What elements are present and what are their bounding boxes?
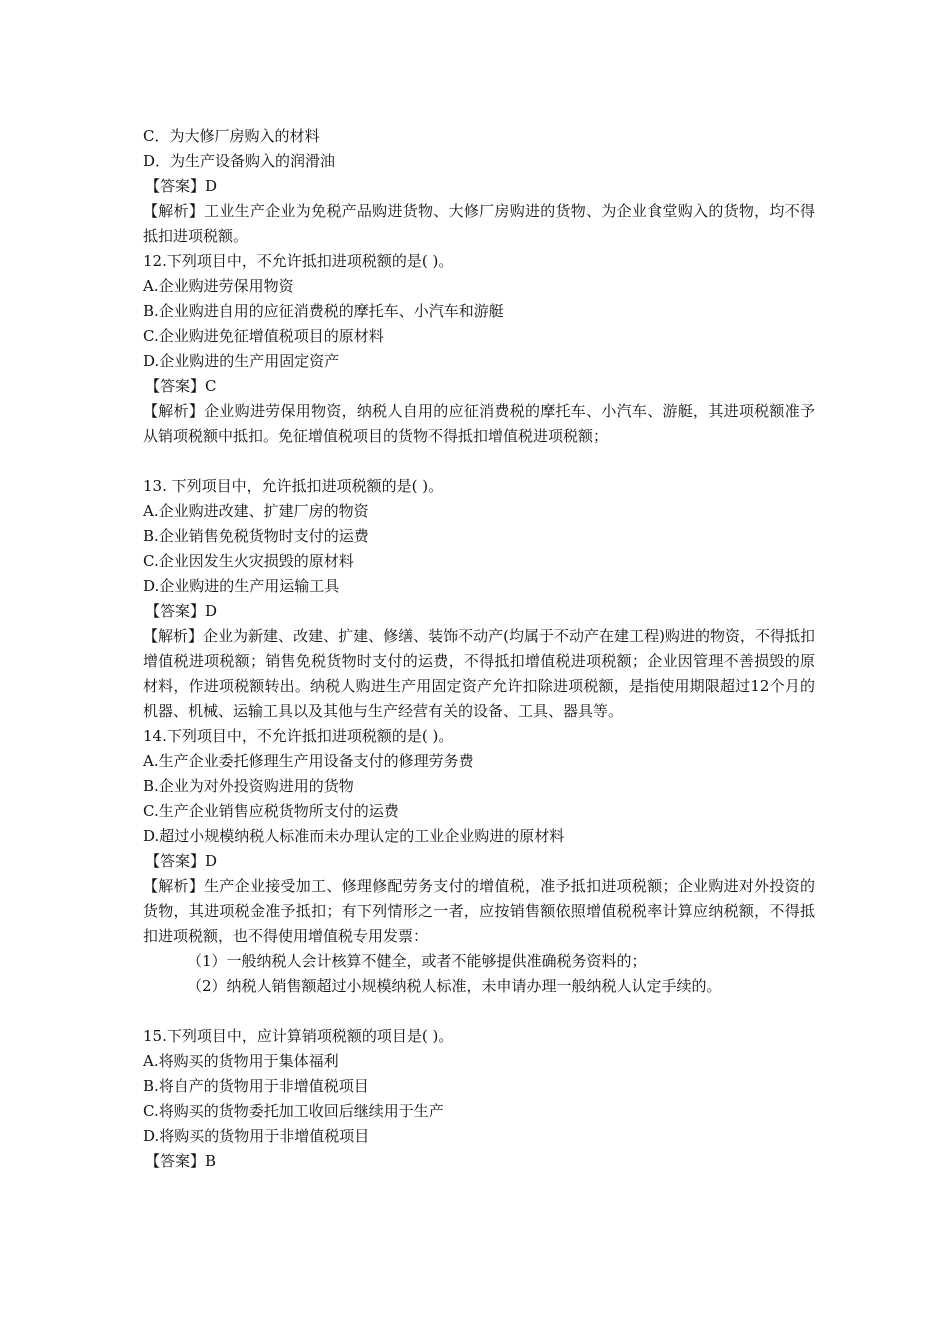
option-b: B.企业购进自用的应征消费税的摩托车、小汽车和游艇: [143, 302, 504, 320]
option-d: D.企业购进的生产用固定资产: [143, 352, 340, 370]
option-c: C.企业购进免征增值税项目的原材料: [143, 327, 384, 345]
option-c: C.企业因发生火灾损毁的原材料: [143, 552, 354, 570]
question-14: 14.下列项目中，不允许抵扣进项税额的是( )。: [143, 727, 454, 745]
explanation: 【解析】企业购进劳保用物资，纳税人自用的应征消费税的摩托车、小汽车、游艇，其进项税额准予从销项税额中抵扣。免征增值税项目的货物不得抵扣增值税进项税额；: [143, 402, 815, 445]
explanation: 【解析】生产企业接受加工、修理修配劳务支付的增值税，准予抵扣进项税额；企业购进对外投资的货物，其进项税金准予抵扣；有下列情形之一者，应按销售额依照增值税税率计算应纳税额，不得抵扣进项税额，也不得使用增值税专用发票：: [143, 877, 815, 945]
option-c: C．为大修厂房购入的材料: [143, 127, 320, 145]
explanation-item-1: （1）一般纳税人会计核算不健全，或者不能够提供准确税务资料的；: [187, 952, 647, 970]
option-d: D.将购买的货物用于非增值税项目: [143, 1127, 370, 1145]
document-body: [143, 124, 815, 1174]
option-a: A.企业购进改建、扩建厂房的物资: [143, 502, 369, 520]
option-a: A.生产企业委托修理生产用设备支付的修理劳务费: [143, 752, 474, 770]
question-13: 13. 下列项目中，允许抵扣进项税额的是( )。: [143, 477, 444, 495]
question-12: 12.下列项目中，不允许抵扣进项税额的是( )。: [143, 252, 454, 270]
option-d: D.企业购进的生产用运输工具: [143, 577, 340, 595]
blank-line: [143, 449, 815, 474]
explanation: 【解析】工业生产企业为免税产品购进货物、大修厂房购进的货物、为企业食堂购入的货物，均不得抵扣进项税额。: [143, 202, 815, 245]
option-d: D.超过小规模纳税人标准而未办理认定的工业企业购进的原材料: [143, 827, 565, 845]
option-c: C.将购买的货物委托加工收回后继续用于生产: [143, 1102, 444, 1120]
blank-line: [143, 999, 815, 1024]
option-d: D．为生产设备购入的润滑油: [143, 152, 336, 170]
option-c: C.生产企业销售应税货物所支付的运费: [143, 802, 399, 820]
explanation-item-2: （2）纳税人销售额超过小规模纳税人标准，未申请办理一般纳税人认定手续的。: [187, 977, 722, 995]
answer: 【答案】D: [145, 602, 218, 620]
explanation: 【解析】企业为新建、改建、扩建、修缮、装饰不动产(均属于不动产在建工程)购进的物资，不得抵扣增值税进项税额；销售免税货物时支付的运费，不得抵扣增值税进项税额；企业因管理不善损毁的原材料，作进项税额转出。纳税人购进生产用固定资产允许扣除进项税额，是指使用期限超过12个月的机器、机械、运输工具以及其他与生产经营有关的设备、工具、器具等。: [143, 627, 815, 720]
answer: 【答案】B: [145, 1152, 217, 1170]
answer: 【答案】D: [145, 177, 218, 195]
answer: 【答案】C: [145, 377, 217, 395]
question-15: 15.下列项目中，应计算销项税额的项目是( )。: [143, 1027, 454, 1045]
option-b: B.将自产的货物用于非增值税项目: [143, 1077, 369, 1095]
answer: 【答案】D: [145, 852, 218, 870]
option-a: A.将购买的货物用于集体福利: [143, 1052, 339, 1070]
option-a: A.企业购进劳保用物资: [143, 277, 294, 295]
option-b: B.企业为对外投资购进用的货物: [143, 777, 354, 795]
option-b: B.企业销售免税货物时支付的运费: [143, 527, 369, 545]
